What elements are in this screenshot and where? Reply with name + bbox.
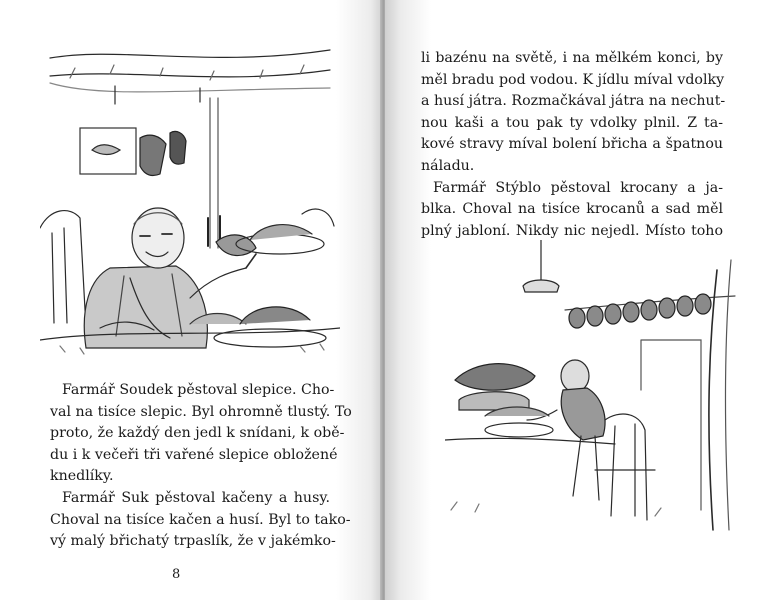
paragraph <box>50 488 351 553</box>
text-line: náladu. <box>421 157 475 174</box>
text-line: kové stravy míval bolení břicha a špatnou <box>421 136 723 153</box>
text-line: plný jabloní. Nikdy nic nejedl. Místo toho <box>421 222 723 239</box>
text-line: měl bradu pod vodou. K jídlu míval vdolky <box>421 71 725 88</box>
text-line: val na tisíce slepic. Byl ohromně tlustý. To <box>50 403 352 420</box>
text-line: nou kaši a tou pak ty vdolky plnil. Z ta- <box>421 114 723 131</box>
paragraph <box>50 380 352 488</box>
right-page-text <box>421 48 726 242</box>
text-line: Farmář Stýblo pěstoval krocany a ja- <box>433 179 723 196</box>
text-line: blka. Choval na tisíce krocanů a sad měl <box>421 201 723 218</box>
paragraph <box>421 48 726 178</box>
illustration-farmer-soudek-eating <box>40 28 340 368</box>
text-line: Farmář Soudek pěstoval slepice. Cho- <box>62 382 335 398</box>
page-number: 8 <box>172 567 181 582</box>
text-line: du i k večeři tři vařené slepice obložené <box>50 446 338 463</box>
left-page <box>0 0 382 600</box>
left-page-text <box>50 380 352 553</box>
text-line: Farmář Suk pěstoval kačeny a husy. <box>62 489 330 506</box>
text-line: Choval na tisíce kačen a husí. Byl to tako- <box>50 511 351 528</box>
text-line: vý malý břichatý trpaslík, že v jakémko- <box>50 533 336 550</box>
text-line: knedlíky. <box>50 468 114 485</box>
text-line: a husí játra. Rozmačkával játra na nechut- <box>421 93 726 110</box>
text-line: li bazénu na světě, i na mělkém konci, by <box>421 50 723 66</box>
right-page <box>385 0 770 600</box>
paragraph <box>421 178 723 243</box>
text-line: proto, že každý den jedl k snídani, k obě- <box>50 425 345 442</box>
illustration-farmer-styblo-drinking <box>445 240 745 540</box>
